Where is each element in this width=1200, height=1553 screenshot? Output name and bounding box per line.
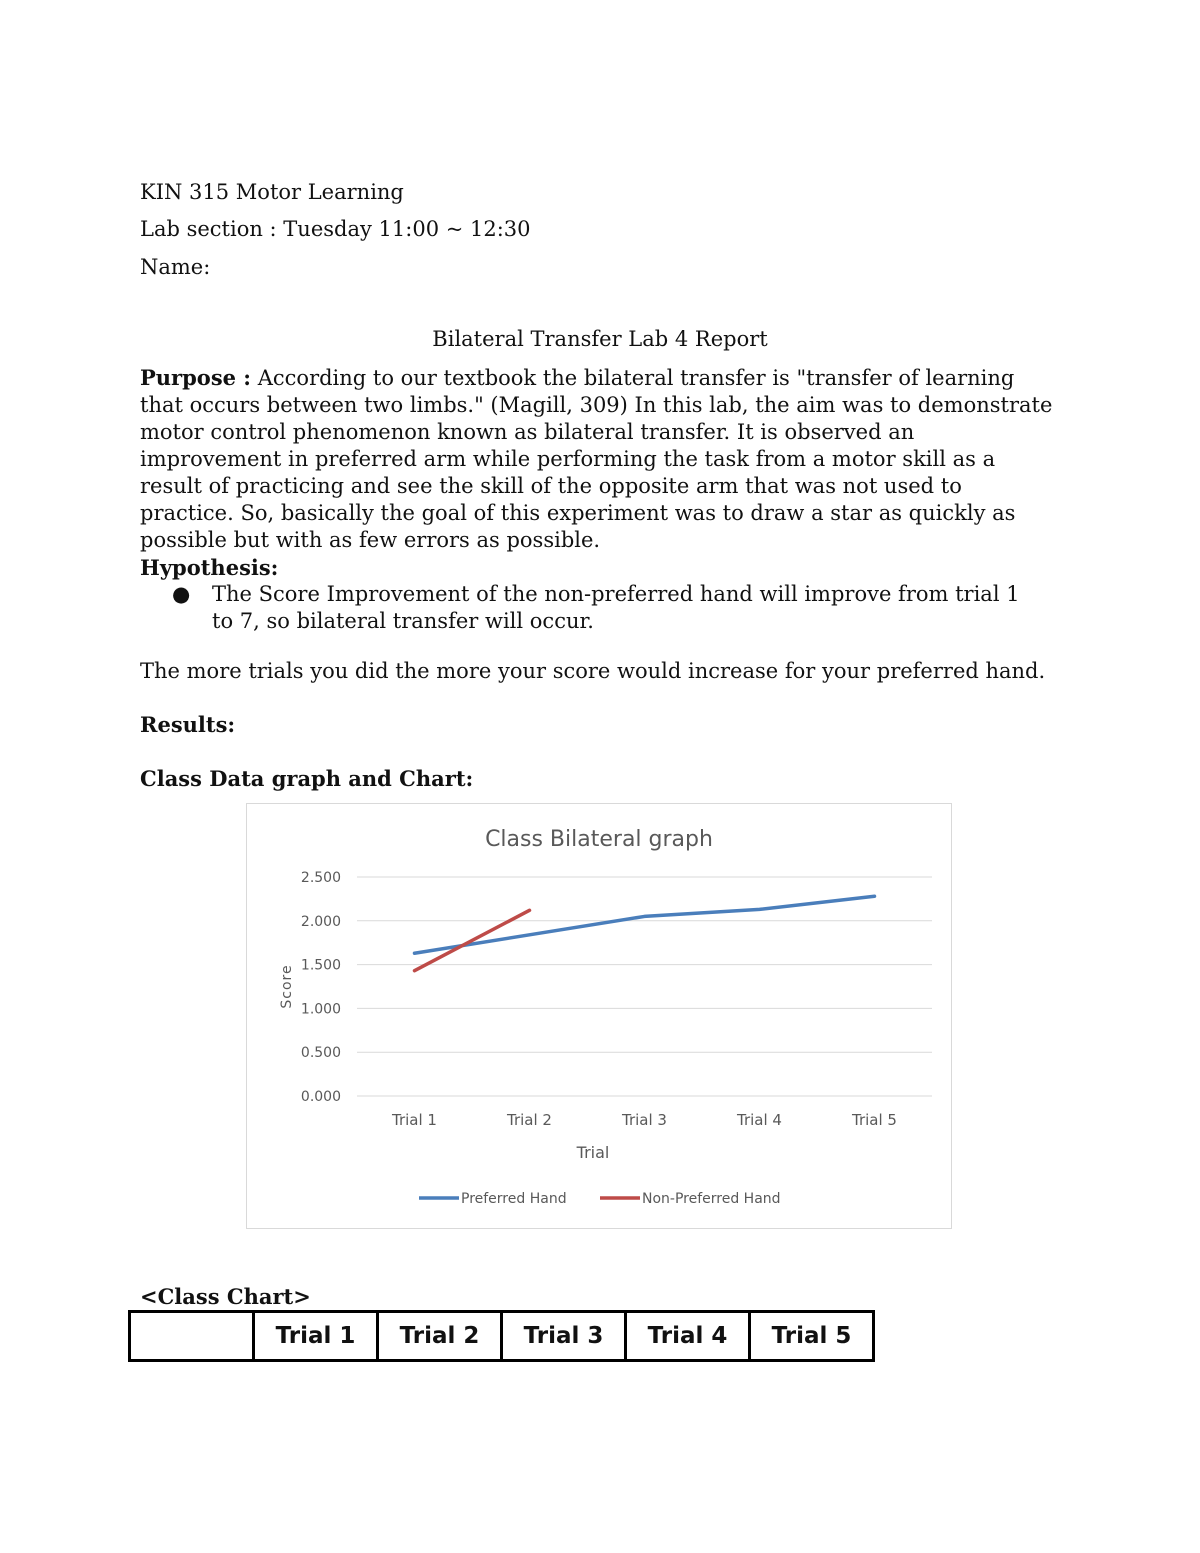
y-tick-label: 2.500 [300, 870, 341, 886]
series-line [415, 896, 875, 953]
x-tick-label: Trial 2 [507, 1111, 552, 1129]
y-axis-title: Score [279, 964, 295, 1009]
class-chart-header-row [130, 1312, 874, 1361]
class-bilateral-chart [246, 803, 952, 1229]
name-label: Name: [140, 255, 211, 279]
hypothesis-bullet-text: The Score Improvement of the non-preferred hand will improve from trial 1 to 7, so bilateral transfer will occur. [212, 582, 1020, 633]
class-chart-header-cell: Trial 3 [502, 1312, 626, 1361]
legend-label: Non-Preferred Hand [642, 1191, 781, 1207]
class-chart-header-cell: Trial 1 [254, 1312, 378, 1361]
purpose-text: According to our textbook the bilateral transfer is "transfer of learning that occurs between two limbs." (Magill, 309) In this lab, the aim was to demonstrate motor control phenomenon known as bilateral transfer. It is observed an improvement in preferred arm while performing the task from a motor skill as a result of practicing and see the skill of the opposite arm that was not used to practice. So, basically the goal of this experiment was to draw a star as quickly as possible but with as few errors as possible. [140, 366, 1053, 552]
chart-title: Class Bilateral graph [485, 827, 713, 852]
results-heading: Results: [140, 712, 236, 737]
bullet-icon: ● [172, 582, 191, 606]
y-tick-label: 0.500 [300, 1045, 341, 1062]
lab-section: Lab section : Tuesday 11:00 ~ 12:30 [140, 217, 531, 241]
hypothesis-heading: Hypothesis: [140, 555, 279, 580]
course-title: KIN 315 Motor Learning [140, 180, 404, 204]
statement-text: The more trials you did the more your score would increase for your preferred hand. [140, 659, 1046, 683]
chart-canvas [247, 804, 951, 1228]
legend-label: Preferred Hand [461, 1191, 567, 1207]
class-chart-header-empty [130, 1312, 254, 1361]
purpose-label: Purpose : [140, 365, 252, 390]
purpose-paragraph [140, 364, 1060, 554]
class-chart-label: <Class Chart> [140, 1284, 311, 1309]
y-tick-label: 0.000 [300, 1089, 341, 1105]
series-line [415, 910, 530, 970]
class-chart-table [128, 1310, 875, 1362]
y-tick-label: 1.500 [300, 957, 341, 974]
x-axis-title: Trial [576, 1143, 610, 1162]
x-tick-label: Trial 4 [737, 1111, 782, 1129]
x-tick-label: Trial 3 [622, 1111, 667, 1129]
class-chart-header-cell: Trial 5 [750, 1312, 874, 1361]
report-title: Bilateral Transfer Lab 4 Report [432, 327, 768, 351]
class-chart-header-cell: Trial 2 [378, 1312, 502, 1361]
x-tick-label: Trial 5 [852, 1111, 897, 1129]
y-tick-label: 1.000 [300, 1001, 341, 1018]
y-tick-label: 2.000 [300, 913, 341, 930]
class-data-heading: Class Data graph and Chart: [140, 766, 474, 791]
x-tick-label: Trial 1 [392, 1111, 437, 1129]
class-chart-header-cell: Trial 4 [626, 1312, 750, 1361]
